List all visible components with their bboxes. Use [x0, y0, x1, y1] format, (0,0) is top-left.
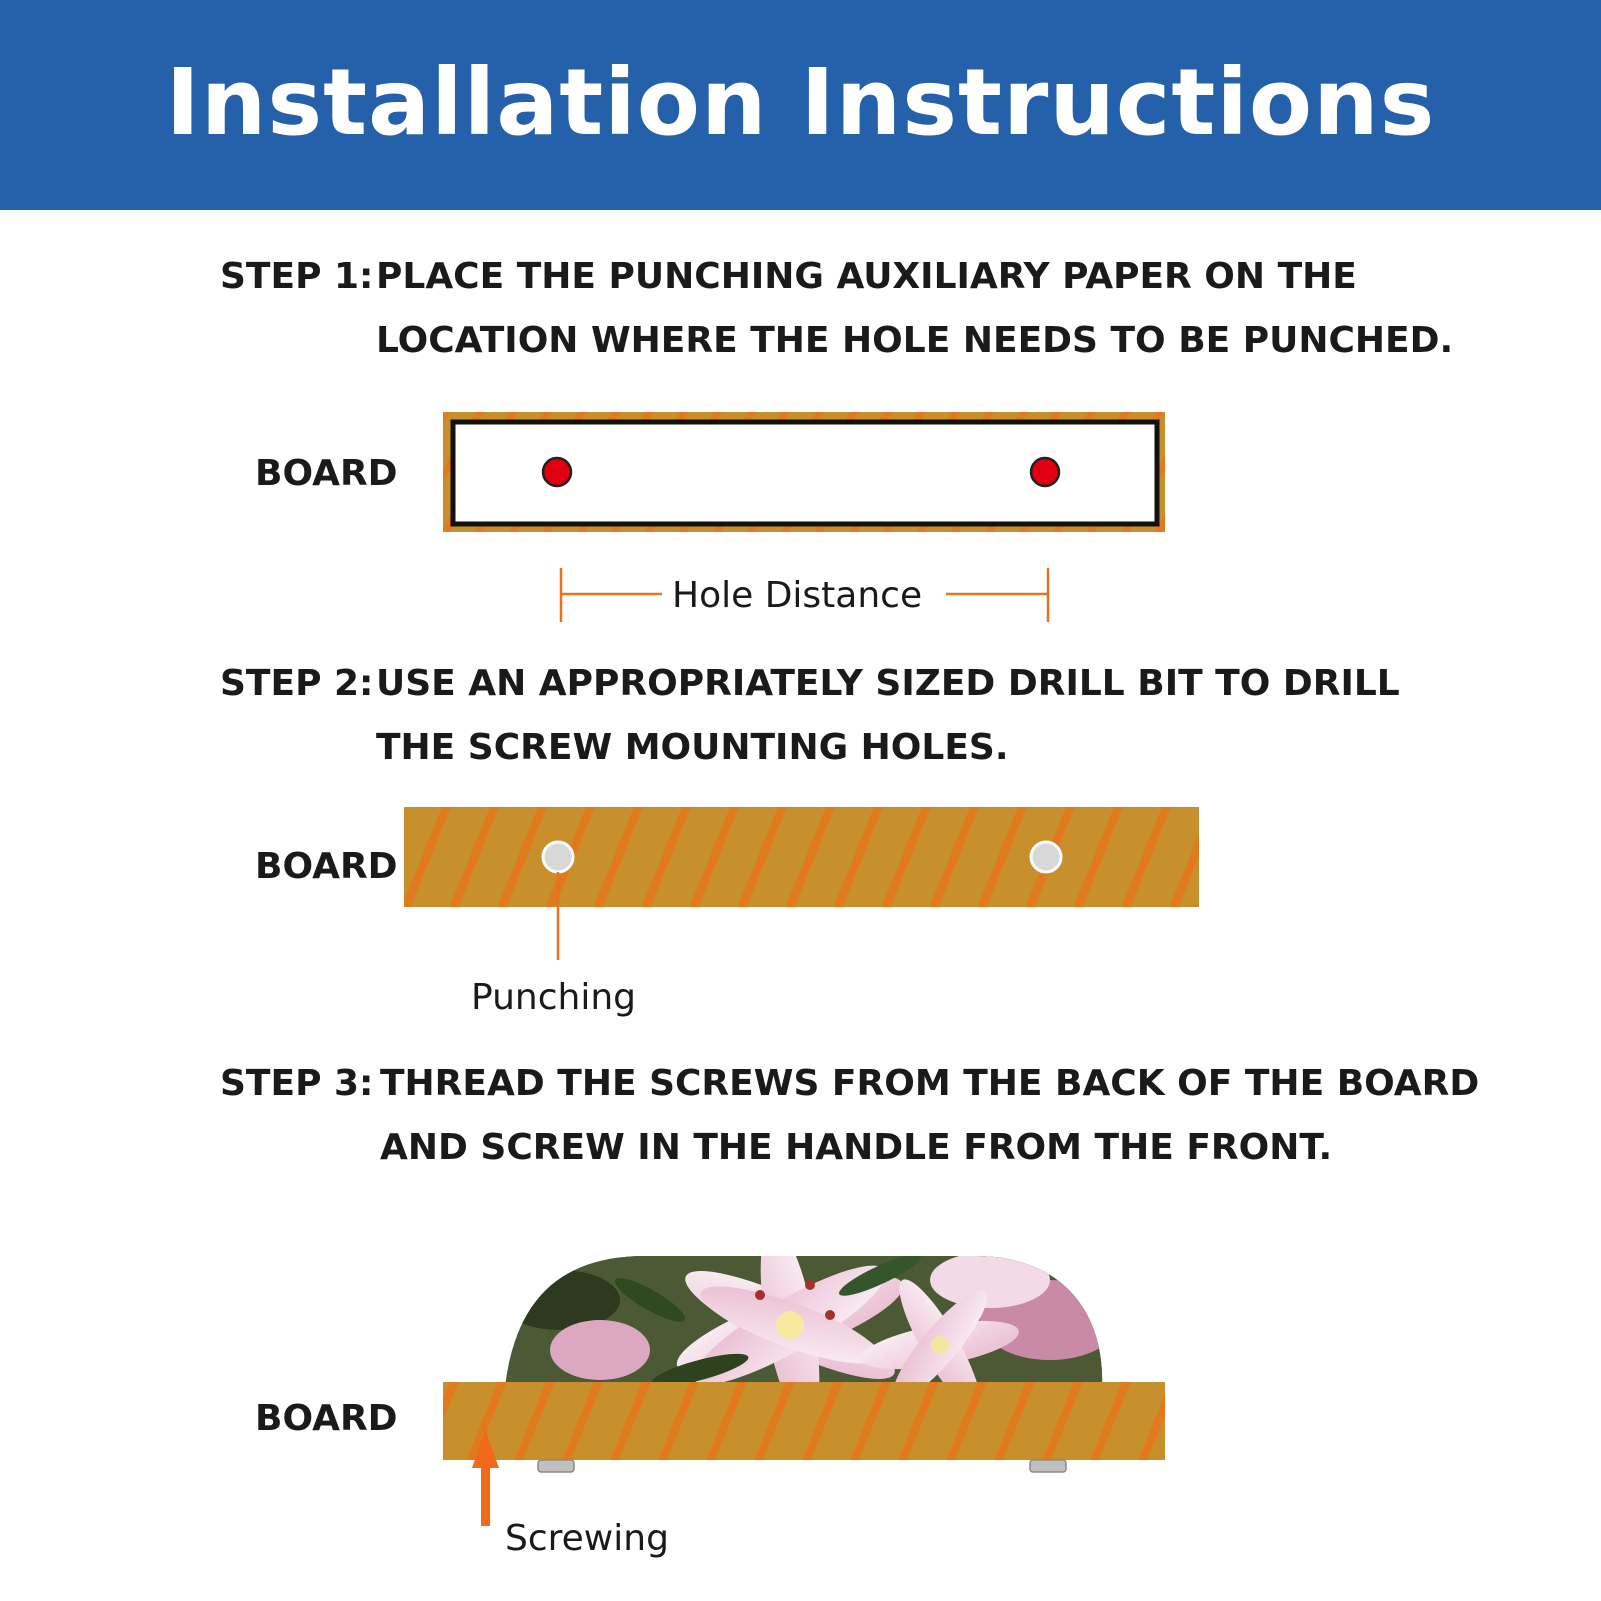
drilled-board — [404, 807, 1199, 907]
hole-distance-label: Hole Distance — [672, 575, 923, 616]
step-1-number: STEP 1: — [220, 256, 374, 297]
step-1-line-2: LOCATION WHERE THE HOLE NEEDS TO BE PUNCHED. — [376, 320, 1454, 361]
screw-icon — [1030, 1460, 1066, 1472]
board-label-1: BOARD — [255, 453, 398, 494]
step-2-line-2: THE SCREW MOUNTING HOLES. — [376, 727, 1009, 768]
step-2-line-1: USE AN APPROPRIATELY SIZED DRILL BIT TO DRILL — [376, 663, 1400, 704]
hole-distance-dimension — [561, 568, 1048, 622]
hole-icon — [543, 842, 573, 872]
step-3-line-2: AND SCREW IN THE HANDLE FROM THE FRONT. — [380, 1127, 1333, 1168]
red-dot-icon — [1031, 458, 1059, 486]
red-dot-icon — [543, 458, 571, 486]
punching-label: Punching — [471, 977, 636, 1018]
step-2-number: STEP 2: — [220, 663, 374, 704]
screw-icon — [538, 1460, 574, 1472]
board-with-handle — [443, 1382, 1165, 1460]
step-3-line-1: THREAD THE SCREWS FROM THE BACK OF THE BOARD — [380, 1063, 1480, 1104]
step-3-number: STEP 3: — [220, 1063, 374, 1104]
step-1-line-1: PLACE THE PUNCHING AUXILIARY PAPER ON THE — [376, 256, 1357, 297]
screwing-label: Screwing — [505, 1518, 669, 1559]
page-title: Installation Instructions — [165, 49, 1436, 156]
hole-icon — [1031, 842, 1061, 872]
board-label-2: BOARD — [255, 846, 398, 887]
board-label-3: BOARD — [255, 1398, 398, 1439]
